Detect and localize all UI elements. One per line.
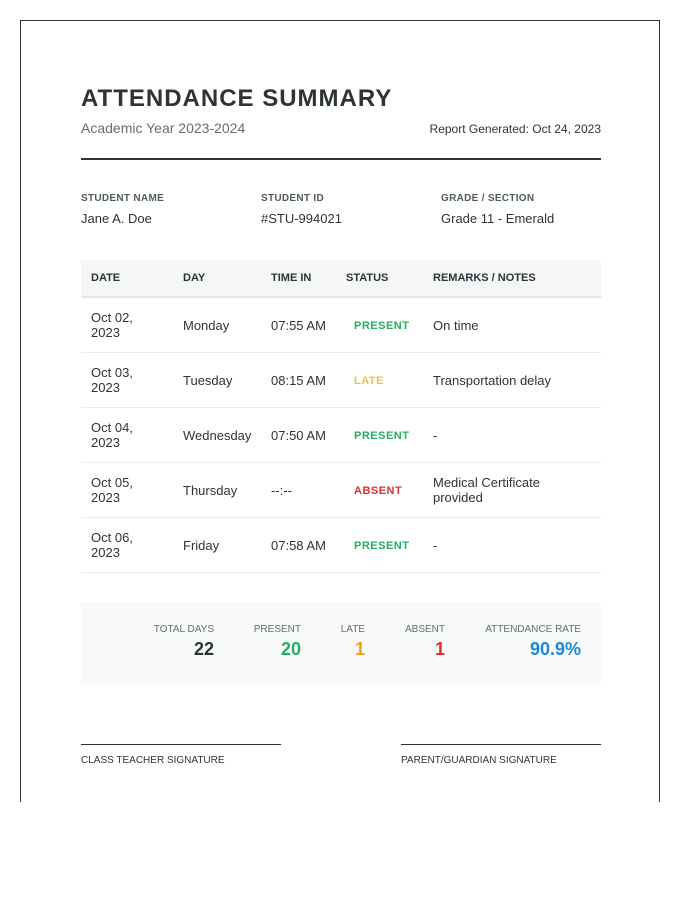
day-cell: Monday [173,297,261,353]
date-cell: Oct 06, 2023 [81,518,173,573]
total-days-label: TOTAL DAYS [153,624,214,635]
report-generated-date: Report Generated: Oct 24, 2023 [429,122,601,136]
teacher-signature-block [81,744,281,766]
status-badge: ABSENT [354,484,403,497]
status-cell [336,297,423,353]
absent-value: 1 [434,639,445,659]
student-id-label: STUDENT ID [261,193,324,204]
attendance-summary-box [81,602,601,685]
total-days-stat [154,624,214,660]
attendance-table [81,260,601,573]
time-in-cell: 08:15 AM [261,353,336,408]
date-cell: Oct 03, 2023 [81,353,173,408]
present-value: 20 [280,639,301,659]
remarks-cell: On time [423,297,601,353]
status-cell [336,463,423,518]
attendance-rate-label: ATTENDANCE RATE [485,624,581,635]
attendance-rate-value: 90.9% [529,639,581,659]
time-in-cell: 07:55 AM [261,297,336,353]
table-row [81,463,601,518]
parent-signature-block [401,744,601,766]
student-name-label: STUDENT NAME [81,193,165,204]
late-label: LATE [340,624,365,635]
table-row [81,518,601,573]
absent-stat [405,624,445,660]
present-stat [254,624,301,660]
column-header-time-in: TIME IN [261,260,336,297]
student-name: Jane A. Doe [81,211,152,226]
total-days-value: 22 [193,639,214,659]
student-id-block [261,193,342,226]
status-badge: LATE [354,374,384,387]
status-badge: PRESENT [354,539,410,552]
student-id: #STU-994021 [261,211,342,226]
remarks-cell: Transportation delay [423,353,601,408]
remarks-cell: - [423,408,601,463]
column-header-remarks: REMARKS / NOTES [423,260,601,297]
student-name-block [81,193,164,226]
remarks-cell: - [423,518,601,573]
academic-year: Academic Year 2023-2024 [81,120,246,136]
table-header-row [81,260,601,297]
grade-section-block [441,193,554,226]
column-header-date: DATE [81,260,173,297]
status-badge: PRESENT [354,319,410,332]
table-row [81,408,601,463]
date-cell: Oct 05, 2023 [81,463,173,518]
day-cell: Friday [173,518,261,573]
column-header-day: DAY [173,260,261,297]
remarks-cell: Medical Certificate provided [423,463,601,518]
present-label: PRESENT [253,624,301,635]
time-in-cell: 07:58 AM [261,518,336,573]
status-cell [336,518,423,573]
table-row [81,297,601,353]
report-sheet [20,20,660,802]
status-badge: PRESENT [354,429,410,442]
parent-signature-line [401,744,601,745]
status-cell [336,408,423,463]
teacher-signature-line [81,744,281,745]
day-cell: Wednesday [173,408,261,463]
grade-section-label: GRADE / SECTION [441,193,535,204]
column-header-status: STATUS [336,260,423,297]
attendance-rate-stat [485,624,581,660]
header-divider [81,158,601,160]
status-cell [336,353,423,408]
date-cell: Oct 04, 2023 [81,408,173,463]
late-value: 1 [354,639,365,659]
day-cell: Thursday [173,463,261,518]
late-stat [341,624,365,660]
absent-label: ABSENT [404,624,445,635]
day-cell: Tuesday [173,353,261,408]
grade-section: Grade 11 - Emerald [441,211,555,226]
page-title: ATTENDANCE SUMMARY [81,85,393,112]
date-cell: Oct 02, 2023 [81,297,173,353]
table-row [81,353,601,408]
teacher-signature-label: CLASS TEACHER SIGNATURE [81,755,225,766]
parent-signature-label: PARENT/GUARDIAN SIGNATURE [401,755,557,766]
time-in-cell: 07:50 AM [261,408,336,463]
time-in-cell: --:-- [261,463,336,518]
